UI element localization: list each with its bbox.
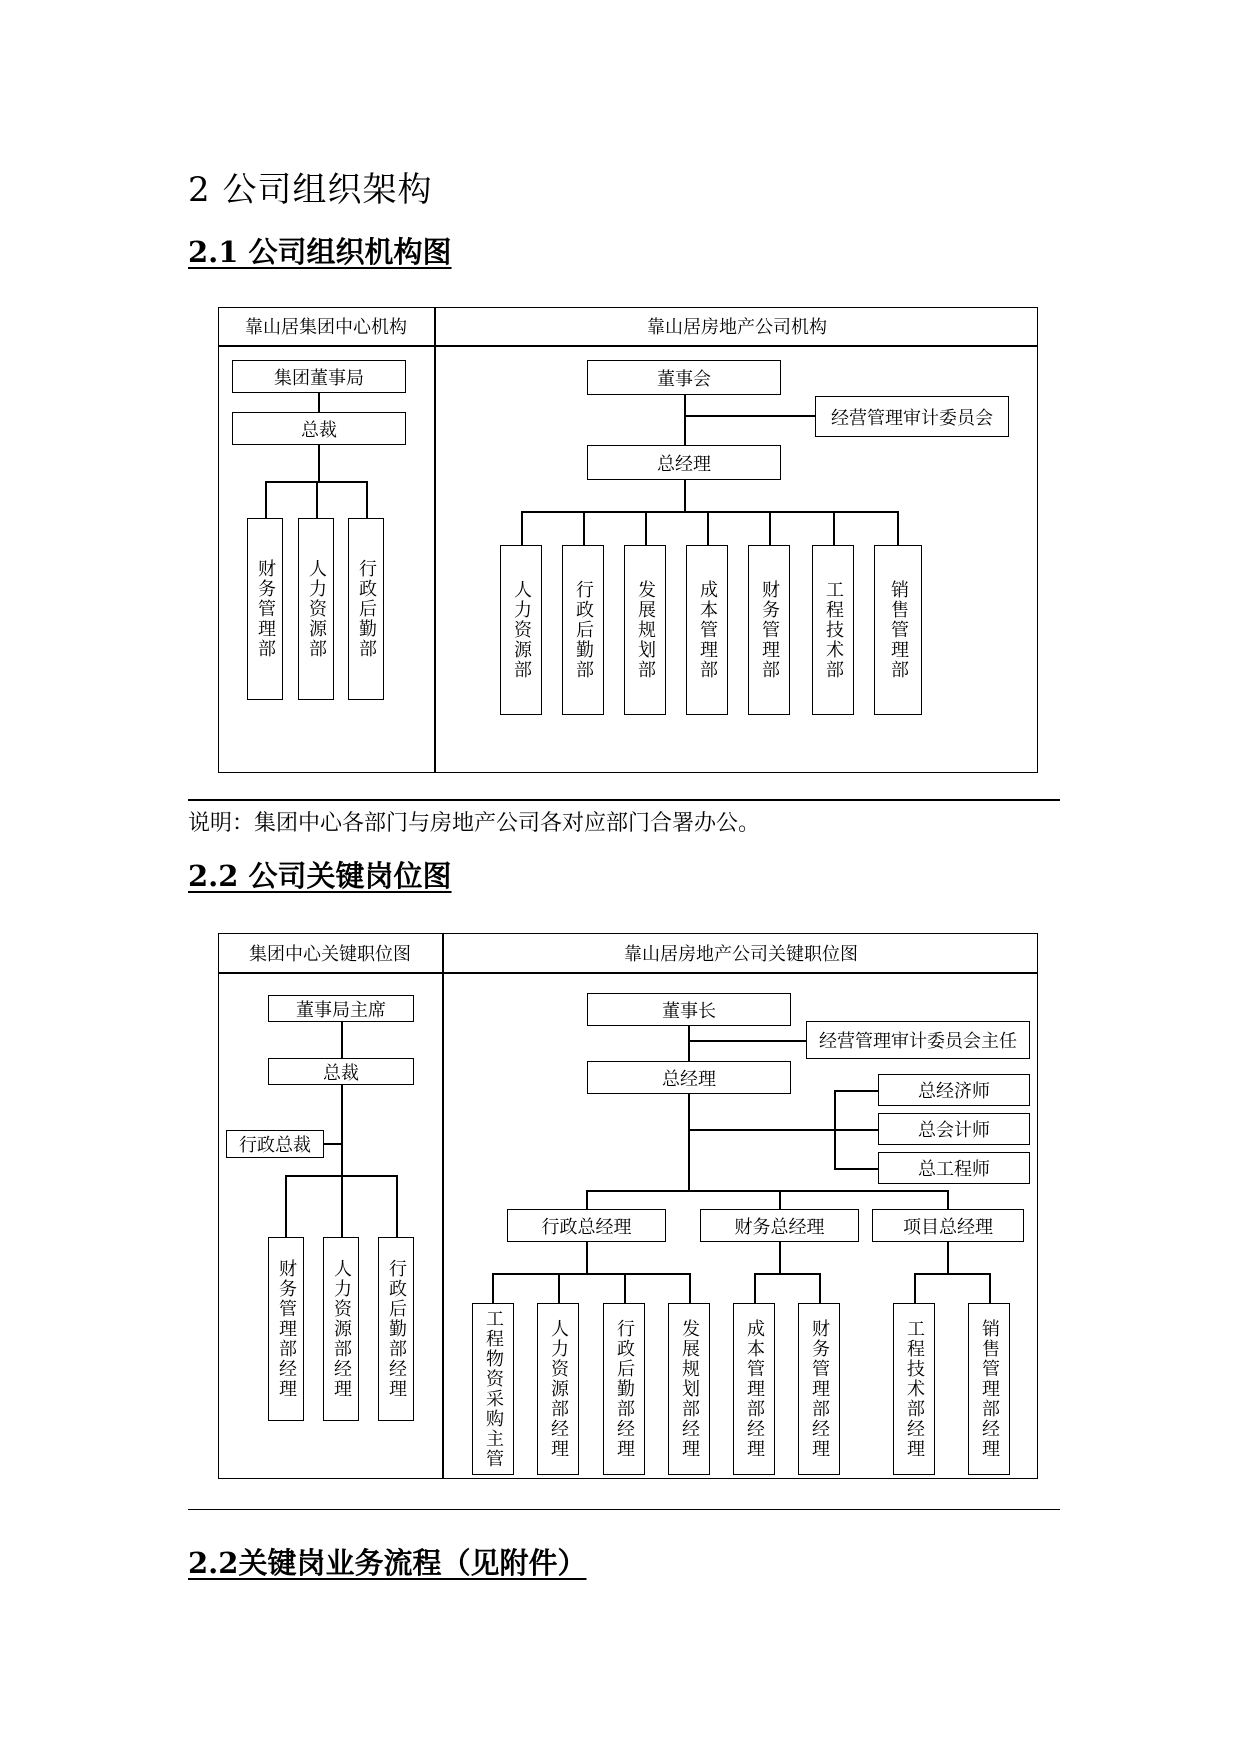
group-chairman-box: 董事局主席 bbox=[268, 995, 414, 1022]
group-org-header: 靠山居集团中心机构 bbox=[245, 317, 407, 338]
company-chairman-box: 董事长 bbox=[587, 993, 791, 1026]
group-dept-box: 行政后勤部 bbox=[348, 518, 384, 700]
committee-box: 经营管理审计委员会 bbox=[815, 396, 1009, 437]
group-board-box: 集团董事局 bbox=[232, 360, 406, 393]
section-title-key-positions: 2.2 公司关键岗位图 bbox=[188, 859, 452, 893]
group-dept-box: 人力资源部 bbox=[298, 518, 334, 700]
company-gm-box: 总经理 bbox=[587, 445, 781, 480]
group-president-box: 总裁 bbox=[232, 412, 406, 445]
company-manager-box: 成本管理部经理 bbox=[733, 1303, 775, 1475]
chief-box: 总工程师 bbox=[878, 1152, 1030, 1184]
admin-president-box: 行政总裁 bbox=[226, 1130, 324, 1158]
company-manager-box: 发展规划部经理 bbox=[668, 1303, 710, 1475]
company-dept-box: 财务管理部 bbox=[748, 545, 790, 715]
company-gm-box: 总经理 bbox=[587, 1061, 791, 1094]
company-manager-box: 行政后勤部经理 bbox=[603, 1303, 645, 1475]
company-board-box: 董事会 bbox=[587, 360, 781, 395]
vp-box: 财务总经理 bbox=[700, 1209, 859, 1242]
group-positions-header: 集团中心关键职位图 bbox=[249, 943, 411, 965]
group-manager-box: 财务管理部经理 bbox=[268, 1237, 304, 1421]
chief-box: 总经济师 bbox=[878, 1074, 1030, 1106]
company-dept-box: 成本管理部 bbox=[686, 545, 728, 715]
group-manager-box: 人力资源部经理 bbox=[323, 1237, 359, 1421]
company-dept-box: 工程技术部 bbox=[812, 545, 854, 715]
vp-box: 行政总经理 bbox=[507, 1209, 666, 1242]
chief-box: 总会计师 bbox=[878, 1113, 1030, 1145]
divider bbox=[188, 799, 1060, 801]
company-manager-box: 工程技术部经理 bbox=[893, 1303, 935, 1475]
section-title-org-chart: 2.1 公司组织机构图 bbox=[188, 235, 452, 269]
note-text: 说明：集团中心各部门与房地产公司各对应部门合署办公。 bbox=[188, 811, 761, 836]
company-dept-box: 销售管理部 bbox=[874, 545, 922, 715]
group-president-box: 总裁 bbox=[268, 1058, 414, 1085]
company-manager-box: 销售管理部经理 bbox=[968, 1303, 1010, 1475]
company-manager-box: 财务管理部经理 bbox=[798, 1303, 840, 1475]
group-manager-box: 行政后勤部经理 bbox=[378, 1237, 414, 1421]
company-manager-box: 工程物资采购主管 bbox=[472, 1303, 514, 1475]
company-manager-box: 人力资源部经理 bbox=[537, 1303, 579, 1475]
section-title-processes: 2.2关键岗业务流程（见附件） bbox=[188, 1546, 587, 1580]
company-dept-box: 人力资源部 bbox=[500, 545, 542, 715]
vp-box: 项目总经理 bbox=[872, 1209, 1024, 1242]
company-dept-box: 发展规划部 bbox=[624, 545, 666, 715]
divider bbox=[188, 1509, 1060, 1510]
company-dept-box: 行政后勤部 bbox=[562, 545, 604, 715]
company-org-header: 靠山居房地产公司机构 bbox=[647, 317, 827, 338]
committee-head-box: 经营管理审计委员会主任 bbox=[806, 1021, 1030, 1059]
group-dept-box: 财务管理部 bbox=[247, 518, 283, 700]
company-positions-header: 靠山居房地产公司关键职位图 bbox=[624, 943, 858, 965]
page-heading: 2 公司组织架构 bbox=[188, 170, 433, 210]
